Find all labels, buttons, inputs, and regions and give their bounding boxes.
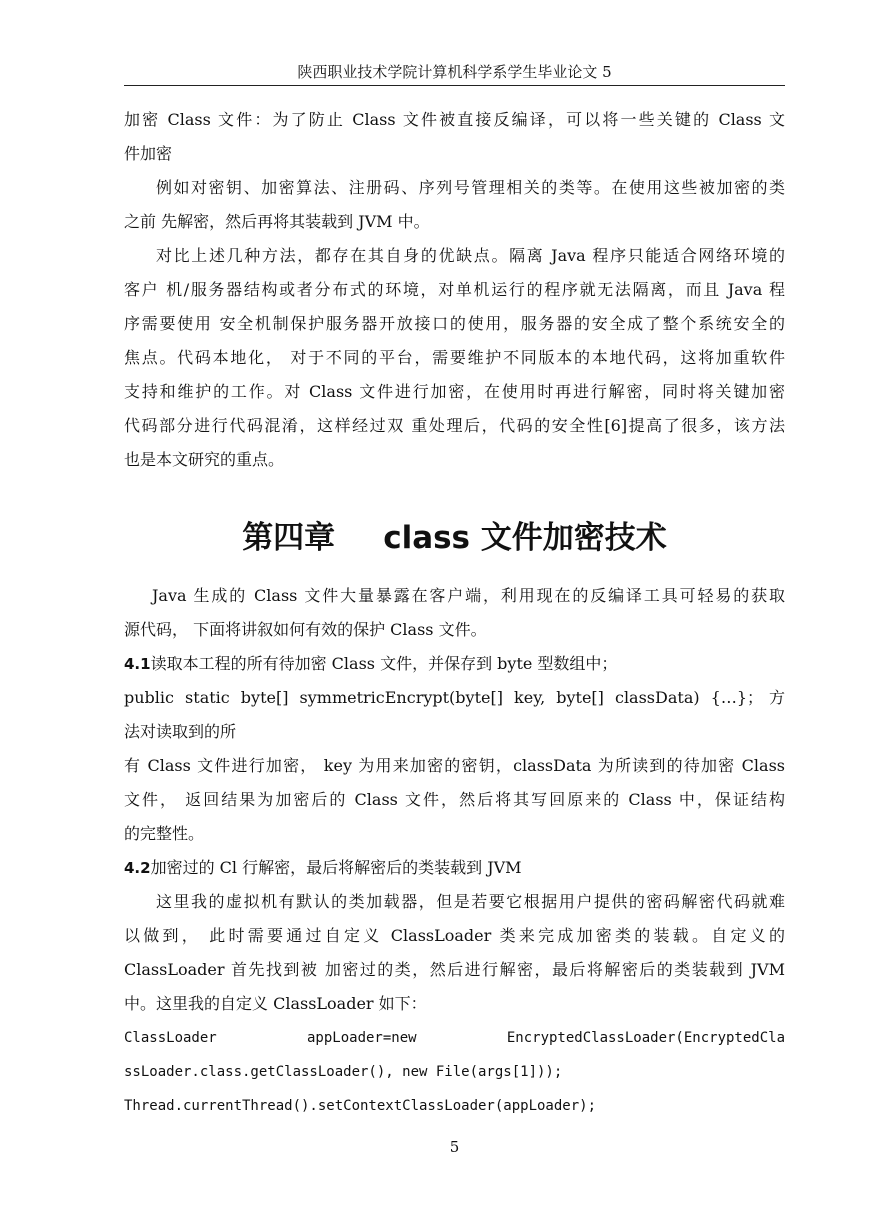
paragraph-line: 对比上述几种方法，都存在其自身的优缺点。隔离 Java 程序只能适合网络环境的 — [156, 246, 785, 265]
paragraph-line: 文件， 返回结果为加密后的 Class 文件，然后将其写回原来的 Class 中，保证结构 — [124, 790, 785, 809]
section-heading-4-2 — [124, 851, 785, 885]
paragraph-line: 件加密 — [124, 144, 173, 163]
paragraph-line: 焦点。代码本地化， 对于不同的平台，需要维护不同版本的本地代码，这将加重软件 — [124, 348, 785, 367]
paragraph-line: 序需要使用 安全机制保护服务器开放接口的使用，服务器的安全成了整个系统安全的 — [124, 314, 785, 333]
page-number: 5 — [449, 1138, 460, 1156]
paragraph-line: 这里我的虚拟机有默认的类加载器，但是若要它根据用户提供的密码解密代码就难 — [156, 892, 785, 911]
paragraph-line: Java 生成的 Class 文件大量暴露在客户端，利用现在的反编译工具可轻易的获取 — [152, 586, 785, 605]
section-number: 4.1 — [124, 655, 151, 673]
section-text: 加密过的 Cl 行解密，最后将解密后的类装载到 JVM — [150, 858, 522, 877]
paragraph-line: 的完整性。 — [124, 824, 205, 843]
header-rule — [124, 85, 785, 86]
section-heading-4-1 — [124, 647, 785, 681]
paragraph-line: 例如对密钥、加密算法、注册码、序列号管理相关的类等。在使用这些被加密的类 — [156, 178, 785, 197]
paragraph-line: 支持和维护的工作。对 Class 文件进行加密，在使用时再进行解密，同时将关键加密 — [124, 382, 785, 401]
paragraph-line: 以做到， 此时需要通过自定义 ClassLoader 类来完成加密类的装载。自定义的 — [124, 926, 785, 945]
chapter-number: 第四章 — [242, 520, 336, 556]
paragraph-line: 之前 先解密，然后再将其装载到 JVM 中。 — [124, 212, 430, 231]
chapter-heading — [124, 497, 785, 579]
section-text: 读取本工程的所有待加密 Class 文件，并保存到 byte 型数组中； — [150, 654, 618, 673]
paragraph-line: 代码部分进行代码混淆，这样经过双 重处理后，代码的安全性[6]提高了很多，该方法 — [124, 416, 785, 435]
code-line: ssLoader.class.getClassLoader(), new File(args[1])); — [124, 1064, 563, 1080]
paragraph-line: 也是本文研究的重点。 — [124, 450, 285, 469]
paragraph-line: public static byte[] symmetricEncrypt(byte[] key, byte[] classData) {…}；方 — [124, 688, 785, 707]
code-line: ClassLoader appLoader=new EncryptedClassLoader(EncryptedCla — [124, 1030, 785, 1046]
code-line: Thread.currentThread().setContextClassLoader(appLoader); — [124, 1098, 597, 1114]
section-number: 4.2 — [124, 859, 151, 877]
chapter-title: class 文件加密技术 — [383, 520, 667, 556]
paragraph-line: 有 Class 文件进行加密， key 为用来加密的密钥，classData 为所读到的待加密 Class — [124, 756, 785, 775]
running-header: 陕西职业技术学院计算机科学系学生毕业论文 5 — [297, 63, 612, 81]
paragraph-line: 法对读取到的所 — [124, 722, 237, 741]
paragraph-line: 加密 Class 文件：为了防止 Class 文件被直接反编译，可以将一些关键的 Class 文 — [124, 110, 785, 129]
paragraph-line: 中。这里我的自定义 ClassLoader 如下： — [124, 994, 427, 1013]
paragraph-line: ClassLoader 首先找到被 加密过的类，然后进行解密，最后将解密后的类装载到 JVM — [124, 960, 785, 979]
paragraph-line: 客户 机/服务器结构或者分布式的环境，对单机运行的程序就无法隔离，而且 Java 程 — [124, 280, 785, 299]
spacer — [124, 477, 785, 497]
paragraph-line: 源代码， 下面将讲叙如何有效的保护 Class 文件。 — [124, 620, 487, 639]
document-body — [124, 103, 785, 1123]
